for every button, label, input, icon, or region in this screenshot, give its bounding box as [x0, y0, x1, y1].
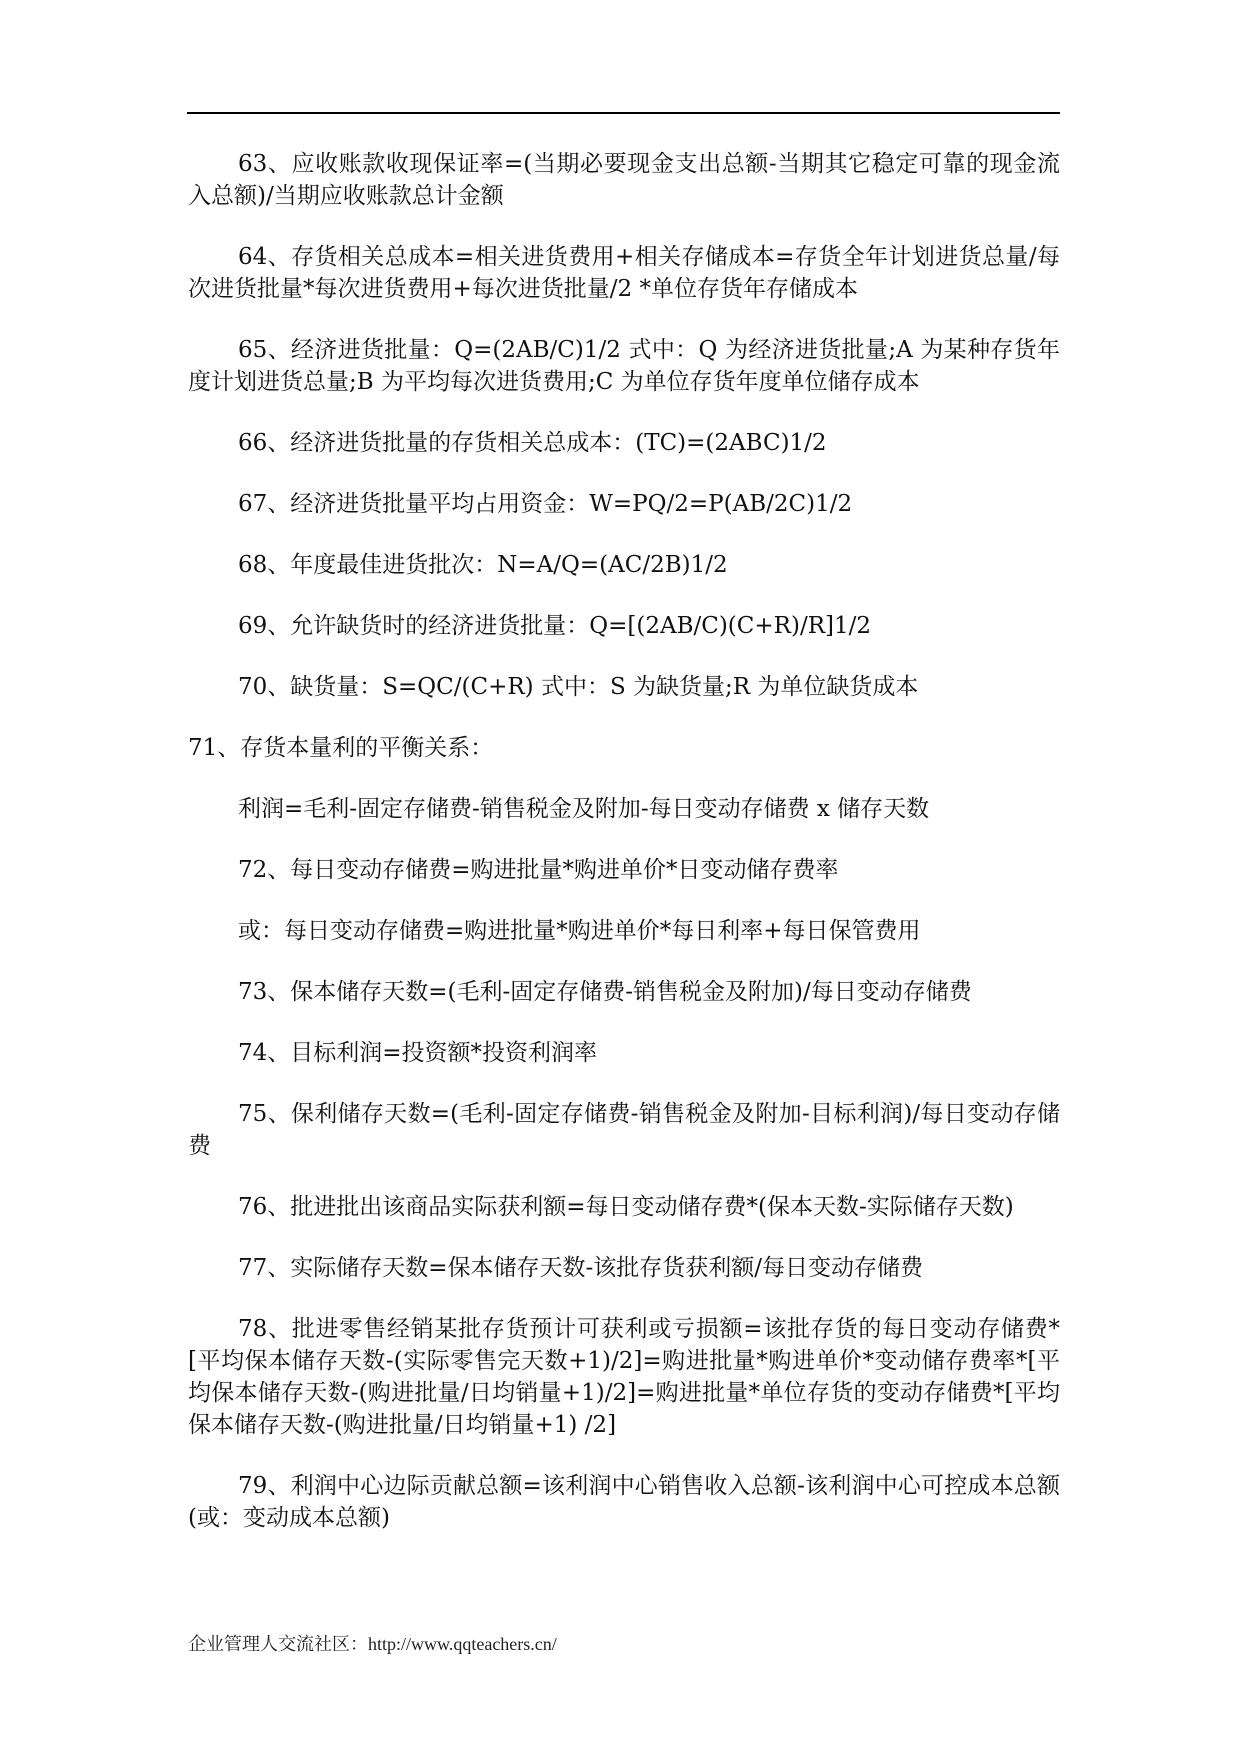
paragraph-73: 73、保本储存天数=(毛利-固定存储费-销售税金及附加)/每日变动存储费 [238, 979, 972, 1005]
document-body [188, 148, 1060, 1563]
header-rule [187, 112, 1060, 114]
paragraph-67: 67、经济进货批量平均占用资金：W=PQ/2=P(AB/2C)1/2 [238, 491, 853, 517]
paragraph-72: 72、每日变动存储费=购进批量*购进单价*日变动储存费率 [238, 857, 839, 883]
paragraph-64: 64、存货相关总成本=相关进货费用+相关存储成本=存货全年计划进货总量/每次进货批量*每次进货费用+每次进货批量/2 *单位存货年存储成本 [188, 244, 1060, 302]
paragraph-71-formula: 利润=毛利-固定存储费-销售税金及附加-每日变动存储费 x 储存天数 [238, 796, 930, 822]
paragraph-71-heading: 71、存货本量利的平衡关系： [188, 735, 494, 761]
paragraph-63: 63、应收账款收现保证率=(当期必要现金支出总额-当期其它稳定可靠的现金流入总额)/当期应收账款总计金额 [188, 151, 1060, 209]
paragraph-66: 66、经济进货批量的存货相关总成本：(TC)=(2ABC)1/2 [238, 430, 827, 456]
footer-label: 企业管理人交流社区： [188, 1634, 368, 1654]
page-footer [188, 1632, 557, 1656]
paragraph-74: 74、目标利润=投资额*投资利润率 [238, 1040, 598, 1066]
paragraph-78: 78、批进零售经销某批存货预计可获利或亏损额=该批存货的每日变动存储费*[平均保本储存天数-(实际零售完天数+1)/2]=购进批量*购进单价*变动储存费率*[平均保本储存天数-(购进批量/日均销量+1)/2]=购进批量*单位存货的变动存储费*[平均保本储存天数-(购进批量/日均销量+1) /2] [188, 1316, 1060, 1438]
paragraph-76: 76、批进批出该商品实际获利额=每日变动储存费*(保本天数-实际储存天数) [238, 1194, 1014, 1220]
paragraph-77: 77、实际储存天数=保本储存天数-该批存货获利额/每日变动存储费 [238, 1255, 924, 1281]
paragraph-65: 65、经济进货批量：Q=(2AB/C)1/2 式中：Q 为经济进货批量;A 为某种存货年度计划进货总量;B 为平均每次进货费用;C 为单位存货年度单位储存成本 [188, 337, 1060, 395]
paragraph-70: 70、缺货量：S=QC/(C+R) 式中：S 为缺货量;R 为单位缺货成本 [238, 674, 919, 700]
paragraph-75: 75、保利储存天数=(毛利-固定存储费-销售税金及附加-目标利润)/每日变动存储费 [188, 1101, 1060, 1159]
paragraph-72-alt: 或：每日变动存储费=购进批量*购进单价*每日利率+每日保管费用 [238, 918, 921, 944]
footer-link[interactable]: http://www.qqteachers.cn/ [368, 1634, 557, 1654]
paragraph-69: 69、允许缺货时的经济进货批量：Q=[(2AB/C)(C+R)/R]1/2 [238, 613, 871, 639]
paragraph-79: 79、利润中心边际贡献总额=该利润中心销售收入总额-该利润中心可控成本总额(或：变动成本总额) [188, 1473, 1060, 1531]
paragraph-68: 68、年度最佳进货批次：N=A/Q=(AC/2B)1/2 [238, 552, 728, 578]
